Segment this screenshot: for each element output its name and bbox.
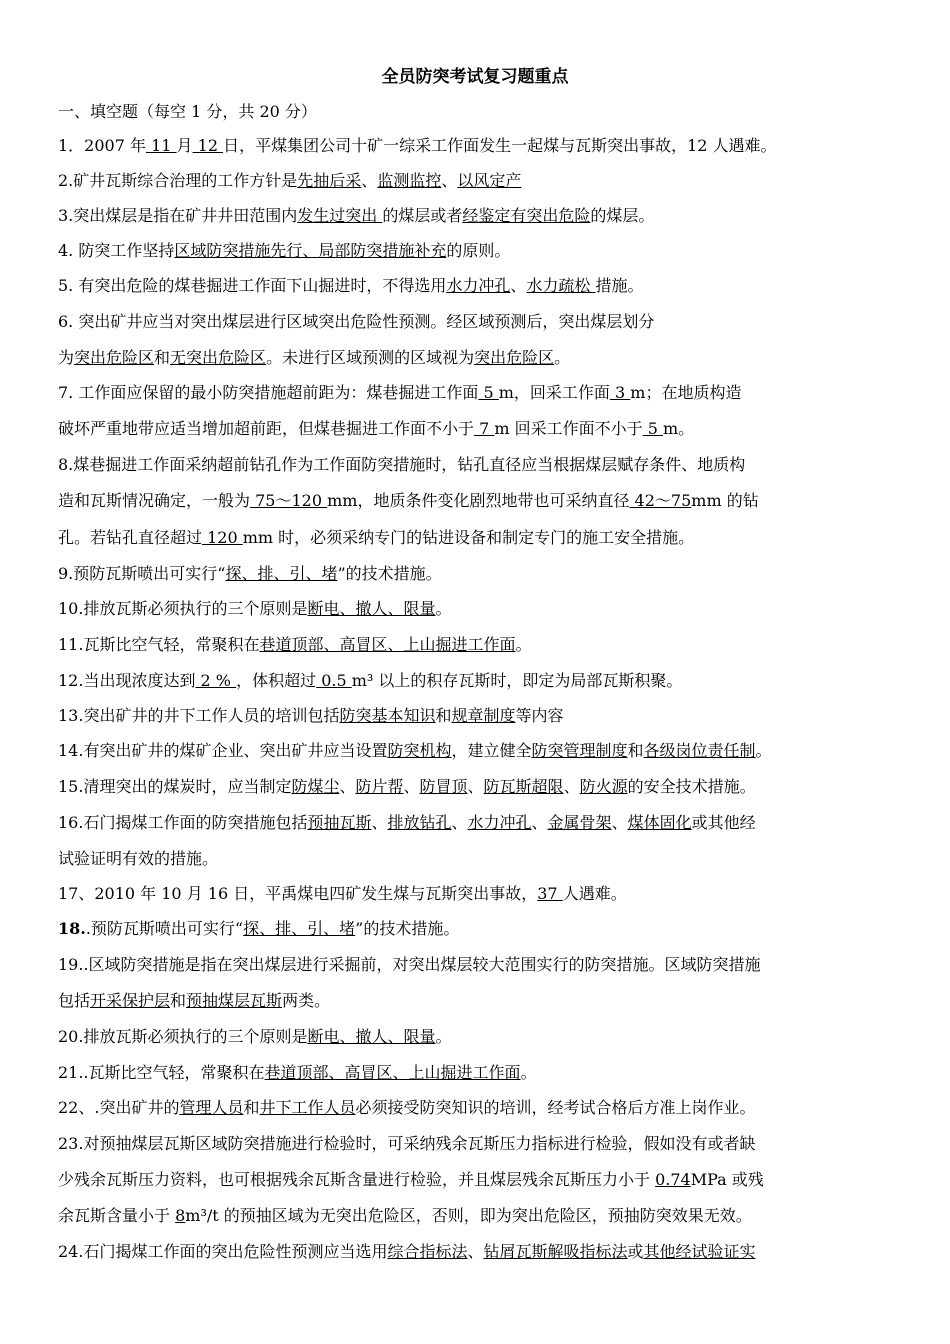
text-line (58, 847, 898, 871)
text-line (58, 1132, 898, 1156)
question-text: m³/t 的预抽区域为无突出危险区，否则，即为突出危险区，预抽防突效果无效。 (185, 1206, 752, 1225)
text-line (58, 882, 898, 906)
answer-blank: 8 (175, 1206, 186, 1225)
question-text: 4. 防突工作坚持 (58, 241, 175, 260)
question-text: 少残余瓦斯压力资料，也可根据残余瓦斯含量进行检验，并且煤层残余瓦斯压力小于 (58, 1170, 656, 1189)
question-text: 或 (627, 1242, 644, 1261)
question-text: 9.预防瓦斯喷出可实行“ (58, 564, 226, 583)
answer-blank: 突出危险区 (74, 348, 155, 367)
answer-blank: 区域防突措施先行、局部防突措施补充 (174, 241, 447, 260)
question-text: 和 (154, 348, 171, 367)
question-text: 、 (339, 777, 356, 796)
question-text: 14.有突出矿井的煤矿企业、突出矿井应当设置 (58, 741, 388, 760)
text-line (58, 1025, 898, 1049)
question-text: 、 (611, 813, 628, 832)
question-text: 、 (563, 777, 580, 796)
question-text: 3.突出煤层是指在矿井井田范围内 (58, 206, 298, 225)
question-text: 和 (627, 741, 644, 760)
text-line (58, 739, 898, 763)
text-line (58, 811, 898, 835)
answer-blank: 巷道顶部、高冒区、上山掘进工作面 (264, 1063, 521, 1082)
question-text: 23.对预抽煤层瓦斯区域防突措施进行检验时，可采纳残余瓦斯压力指标进行检验，假如没有或者缺 (58, 1134, 756, 1153)
text-line (58, 346, 898, 370)
question-text: 22、.突出矿井的 (58, 1098, 180, 1117)
answer-blank: 水力冲孔 (467, 813, 532, 832)
question-text: 试验证明有效的措施。 (58, 849, 219, 868)
question-text: 、 (371, 813, 388, 832)
answer-blank: 煤体固化 (627, 813, 692, 832)
text-line (58, 775, 898, 799)
answer-blank: 防突机构 (387, 741, 452, 760)
answer-blank: 防片帮 (355, 777, 404, 796)
question-text: 必须接受防突知识的培训，经考试合格后方准上岗作业。 (355, 1098, 756, 1117)
answer-blank: 发生过突出 (297, 206, 383, 225)
text-line (58, 562, 898, 586)
question-text: 2.矿井瓦斯综合治理的工作方针是 (58, 171, 298, 190)
answer-blank: 水力疏松 (526, 276, 596, 295)
text-line (58, 1061, 898, 1085)
question-text: 月 (176, 136, 193, 155)
answer-blank: 监测监控 (377, 171, 442, 190)
answer-blank: 规章制度 (451, 706, 516, 725)
question-text: 的原则。 (446, 241, 511, 260)
answer-blank: 井下工作人员 (259, 1098, 356, 1117)
text-line (58, 204, 898, 228)
answer-blank: 综合指标法 (387, 1242, 468, 1261)
text-line (58, 310, 898, 334)
answer-blank: 防突基本知识 (339, 706, 436, 725)
text-line (58, 1204, 898, 1228)
text-line (58, 704, 898, 728)
question-text: 、 (441, 171, 458, 190)
answer-blank: 防冒顶 (419, 777, 468, 796)
answer-blank: 0.5 (316, 671, 352, 690)
text-line (58, 989, 898, 1013)
question-text: 人遇难。 (562, 884, 627, 903)
question-text: 13.突出矿井的井下工作人员的培训包括 (58, 706, 340, 725)
answer-blank: 5 (478, 383, 499, 402)
text-line (58, 453, 898, 477)
question-text: 日，平煤集团公司十矿一综采工作面发生一起煤与瓦斯突出事故，12 人遇难。 (223, 136, 777, 155)
question-text: .预防瓦斯喷出可实行“ (85, 919, 244, 938)
question-text: 两类。 (282, 991, 331, 1010)
question-text: 16.石门揭煤工作面的防突措施包括 (58, 813, 308, 832)
text-line (58, 381, 898, 405)
answer-blank: 0.74 (655, 1170, 691, 1189)
answer-blank: 7 (474, 419, 495, 438)
answer-blank: 无突出危险区 (170, 348, 267, 367)
text-line (58, 169, 898, 193)
question-text: 20.排放瓦斯必须执行的三个原则是 (58, 1027, 308, 1046)
text-line (58, 489, 898, 513)
question-text: 或其他经 (691, 813, 756, 832)
question-text: m 回采工作面不小于 (494, 419, 643, 438)
question-text: 和 (243, 1098, 260, 1117)
answer-blank: 先抽后采 (297, 171, 362, 190)
answer-blank: 2 % (195, 671, 237, 690)
question-text: 的煤层。 (590, 206, 655, 225)
text-line (58, 917, 898, 941)
question-text: 包括 (58, 991, 91, 1010)
question-text: m。 (663, 419, 695, 438)
question-text: 8.煤巷掘进工作面采纳超前钻孔作为工作面防突措施时，钻孔直径应当根据煤层赋存条件、地质构 (58, 455, 746, 474)
question-text: 等内容 (515, 706, 564, 725)
question-text: m³ 以上的积存瓦斯时，即定为局部瓦斯积聚。 (351, 671, 683, 690)
question-text: 、 (361, 171, 378, 190)
answer-blank: 经鉴定有突出危险 (462, 206, 591, 225)
answer-blank: 5 (642, 419, 663, 438)
text-line (58, 669, 898, 693)
question-text: 7. 工作面应保留的最小防突措施超前距为：煤巷掘进工作面 (58, 383, 479, 402)
answer-blank: 各级岗位责任制 (643, 741, 756, 760)
answer-blank: 断电、撤人、限量 (307, 1027, 436, 1046)
question-text: mm 的钻 (691, 491, 759, 510)
text-line (58, 417, 898, 441)
answer-blank: 防突管理制度 (531, 741, 628, 760)
question-text: ”的技术措施。 (337, 564, 442, 583)
text-line (58, 1168, 898, 1192)
document-title: 全员防突考试复习题重点 (381, 67, 569, 87)
text-line (58, 239, 898, 263)
answer-blank: 突出危险区 (474, 348, 555, 367)
question-text: 破坏严重地带应适当增加超前距，但煤巷掘进工作面不小于 (58, 419, 475, 438)
answer-blank: 排放钻孔 (387, 813, 452, 832)
question-text: 15.清理突出的煤炭时，应当制定 (58, 777, 292, 796)
question-text: 。 (515, 635, 532, 654)
answer-blank: 11 (146, 136, 177, 155)
question-text: 、 (451, 813, 468, 832)
answer-blank: 12 (192, 136, 224, 155)
question-text: 为 (58, 348, 75, 367)
question-text: 。 (435, 1027, 452, 1046)
question-text: 造和瓦斯情况确定，一般为 (58, 491, 251, 510)
question-text: 、 (467, 777, 484, 796)
answer-blank: 探、排、引、堵 (225, 564, 338, 583)
text-line (58, 526, 898, 550)
question-text: 21..瓦斯比空气轻，常聚积在 (58, 1063, 265, 1082)
text-line (58, 953, 898, 977)
question-text: m；在地质构造 (630, 383, 742, 402)
question-text: 、 (467, 1242, 484, 1261)
question-text: 和 (435, 706, 452, 725)
question-text: MPa 或残 (690, 1170, 764, 1189)
question-text: 5. 有突出危险的煤巷掘进工作面下山掘进时，不得选用 (58, 276, 447, 295)
text-line (58, 597, 898, 621)
question-text: 。 (520, 1063, 537, 1082)
question-text: 的安全技术措施。 (627, 777, 756, 796)
text-line (58, 274, 898, 298)
question-text: 孔。若钻孔直径超过 (58, 528, 203, 547)
answer-blank: 其他经试验证实 (643, 1242, 756, 1261)
answer-blank: 42～75 (629, 491, 692, 510)
question-text: ”的技术措施。 (355, 919, 460, 938)
text-line (58, 633, 898, 657)
question-text: 10.排放瓦斯必须执行的三个原则是 (58, 599, 308, 618)
question-text: 11.瓦斯比空气轻，常聚积在 (58, 635, 260, 654)
answer-blank: 120 (202, 528, 243, 547)
question-text: 余瓦斯含量小于 (58, 1206, 176, 1225)
question-text: 19..区域防突措施是指在突出煤层进行采掘前，对突出煤层较大范围实行的防突措施。区域防突措施 (58, 955, 761, 974)
answer-blank: 水力冲孔 (446, 276, 511, 295)
answer-blank: 以风定产 (457, 171, 522, 190)
answer-blank: 3 (609, 383, 631, 402)
question-text: 和 (170, 991, 187, 1010)
answer-blank: 管理人员 (179, 1098, 244, 1117)
question-text: 一、填空题（每空 1 分，共 20 分） (58, 102, 317, 121)
answer-blank: 防煤尘 (291, 777, 340, 796)
question-text: 12.当出现浓度达到 (58, 671, 196, 690)
answer-blank: 预抽瓦斯 (307, 813, 372, 832)
question-text: 、 (531, 813, 548, 832)
question-text: 的煤层或者 (382, 206, 463, 225)
answer-blank: 断电、撤人、限量 (307, 599, 436, 618)
answer-blank: 防火源 (579, 777, 628, 796)
text-line (58, 1240, 898, 1264)
answer-blank: 金属骨架 (547, 813, 612, 832)
question-text: 17、2010 年 10 月 16 日，平禹煤电四矿发生煤与瓦斯突出事故， (58, 884, 538, 903)
text-line (58, 134, 898, 158)
question-text: 措施。 (595, 276, 644, 295)
question-text: 。 (554, 348, 571, 367)
question-text: ，体积超过 (236, 671, 317, 690)
text-line (58, 100, 898, 124)
question-text: 、 (510, 276, 527, 295)
answer-blank: 钻屑瓦斯解吸指标法 (483, 1242, 628, 1261)
question-text: 18. (58, 919, 86, 938)
question-text: 。未进行区域预测的区域视为 (266, 348, 475, 367)
answer-blank: 巷道顶部、高冒区、上山掘进工作面 (259, 635, 516, 654)
answer-blank: 预抽煤层瓦斯 (186, 991, 283, 1010)
question-text: 。 (435, 599, 452, 618)
answer-blank: 开采保护层 (90, 991, 171, 1010)
answer-blank: 75～120 (250, 491, 328, 510)
question-text: 1．2007 年 (58, 136, 146, 155)
question-text: mm，地质条件变化剧烈地带也可采纳直径 (327, 491, 630, 510)
question-text: 、 (403, 777, 420, 796)
text-line (58, 1096, 898, 1120)
answer-blank: 防瓦斯超限 (483, 777, 564, 796)
question-text: 24.石门揭煤工作面的突出危险性预测应当选用 (58, 1242, 388, 1261)
question-text: m，回采工作面 (498, 383, 610, 402)
answer-blank: 探、排、引、堵 (243, 919, 356, 938)
answer-blank: 37 (537, 884, 563, 903)
question-text: ，建立健全 (451, 741, 532, 760)
question-text: 6. 突出矿井应当对突出煤层进行区域突出危险性预测。经区域预测后，突出煤层划分 (58, 312, 655, 331)
question-text: mm 时，必须采纳专门的钻进设备和制定专门的施工安全措施。 (242, 528, 695, 547)
question-text: 。 (755, 741, 772, 760)
